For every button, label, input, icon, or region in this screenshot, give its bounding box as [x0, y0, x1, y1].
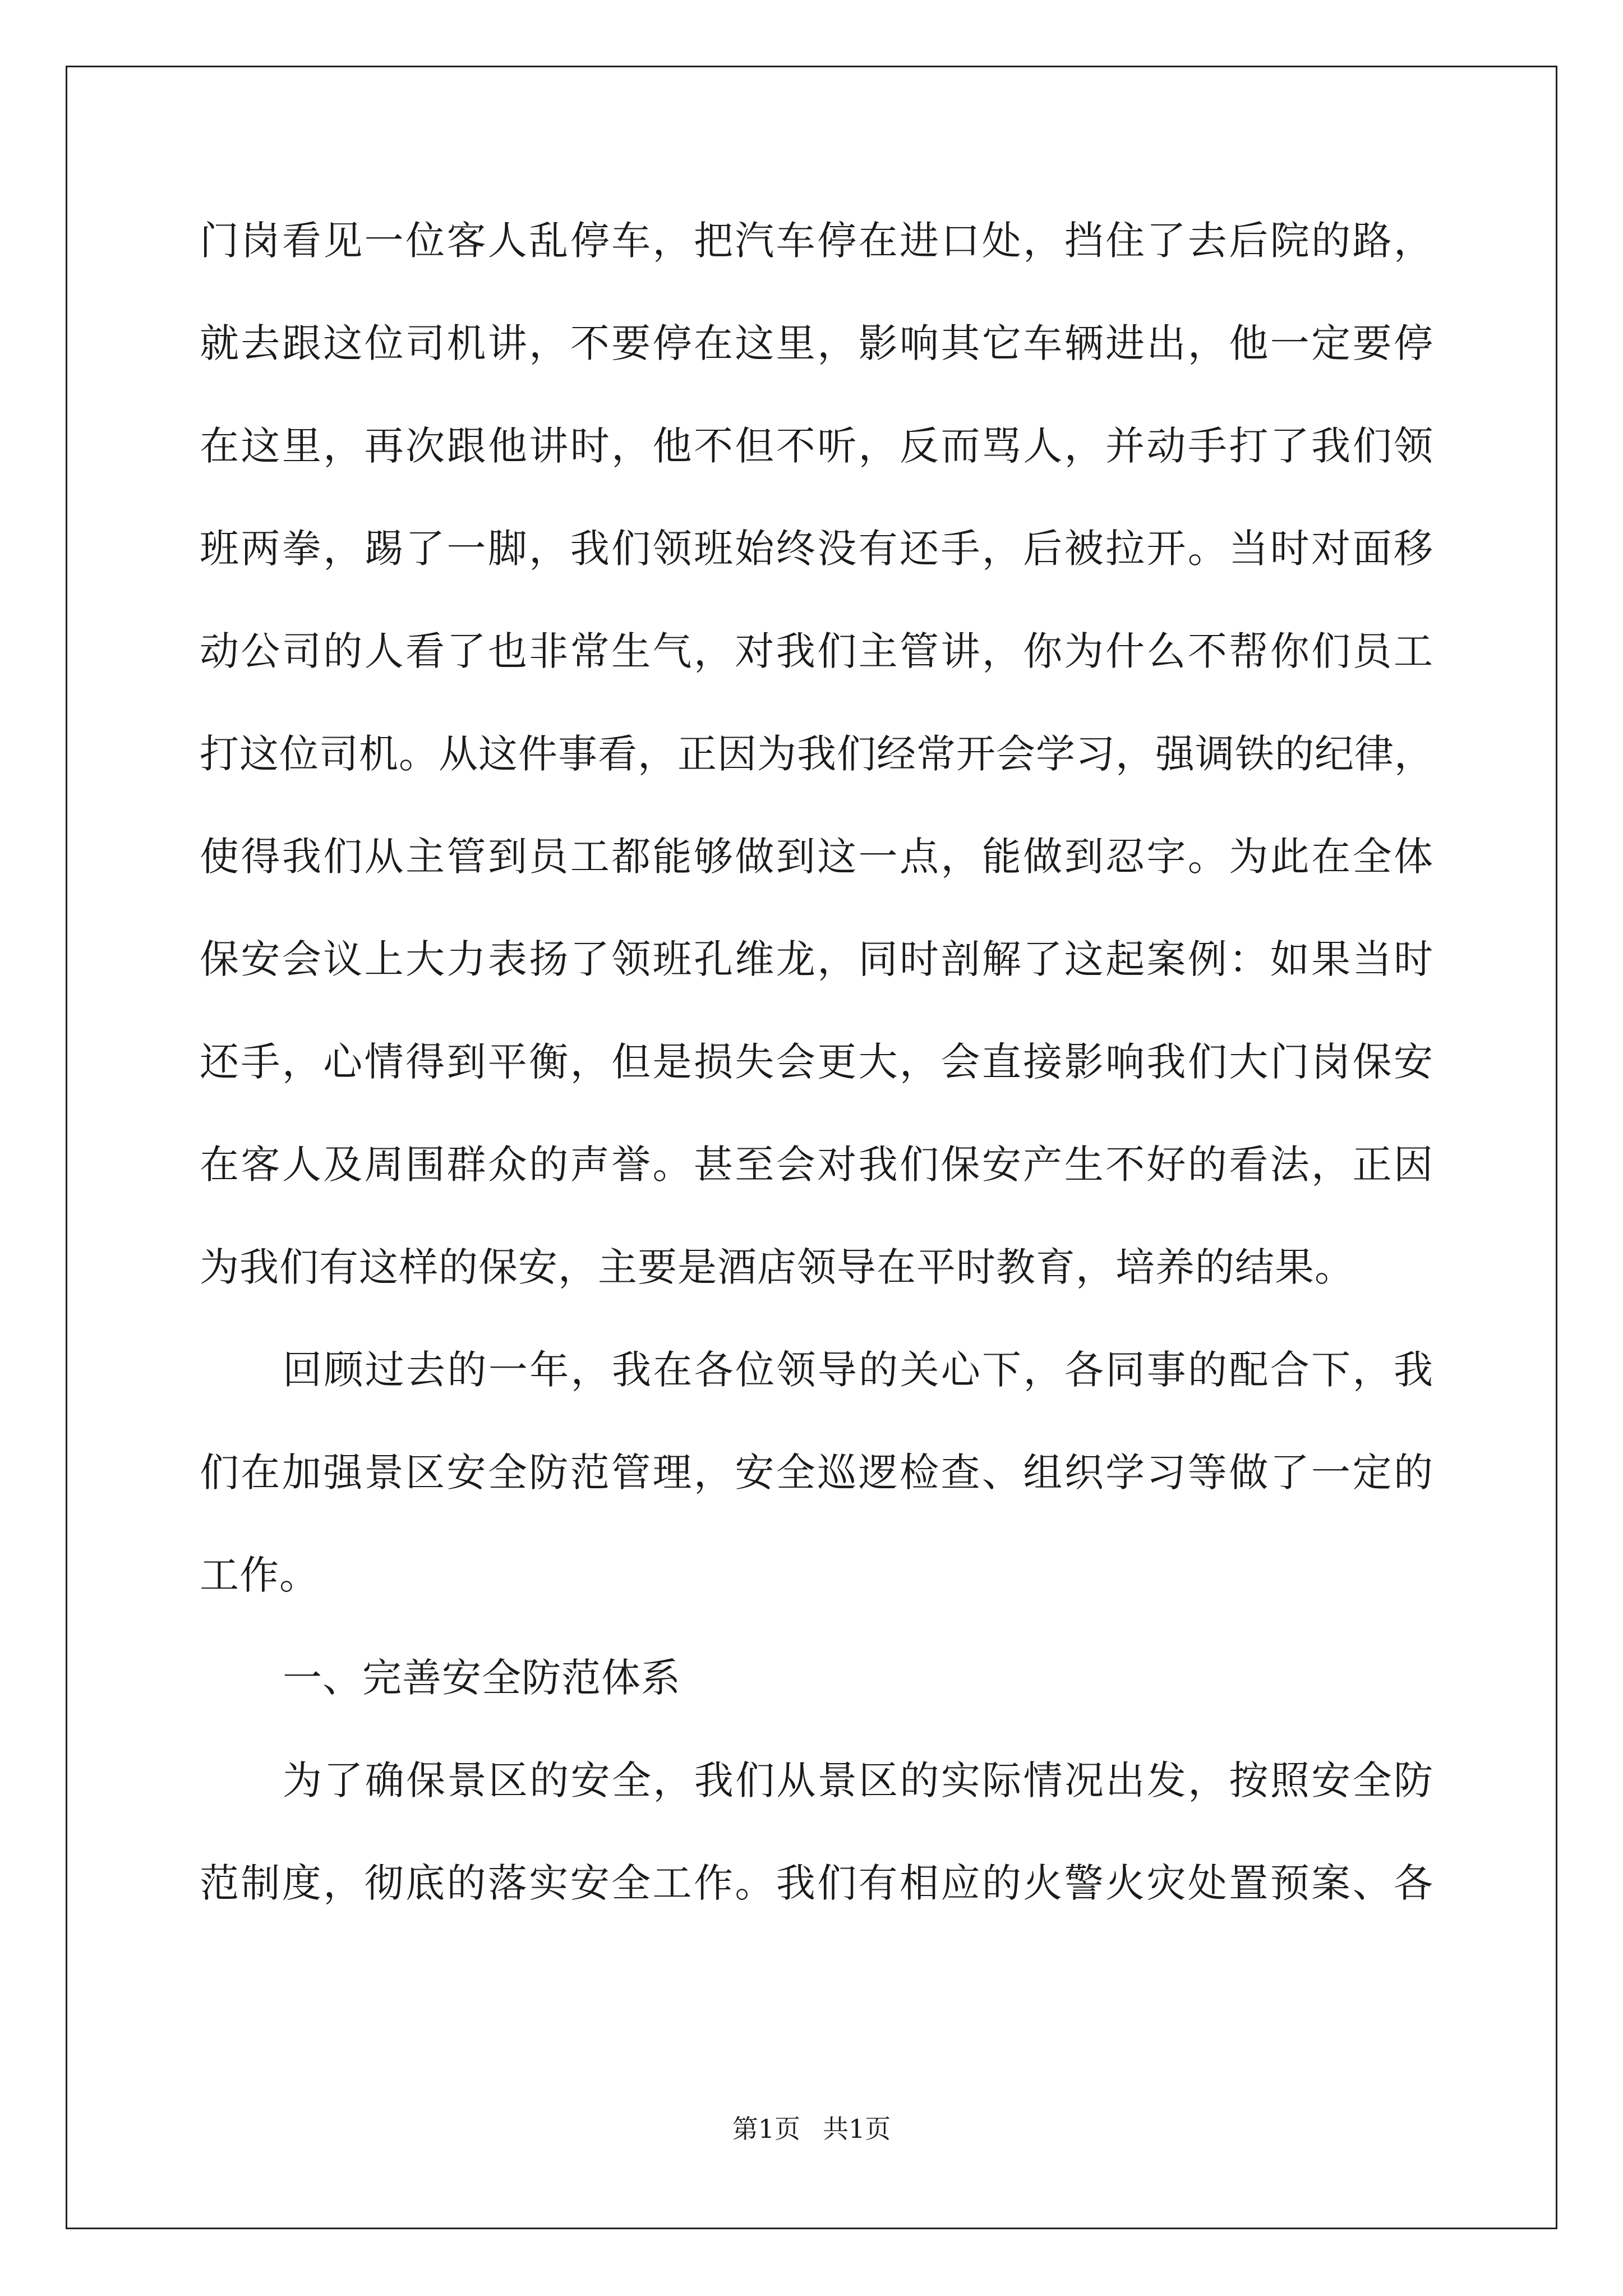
text-line: 在客人及周围群众的声誉。甚至会对我们保安产生不好的看法，正因	[200, 1142, 1433, 1188]
paragraph-first-line: 回顾过去的一年，我在各位领导的关心下，各同事的配合下，我	[283, 1347, 1433, 1393]
text-line: 范制度，彻底的落实安全工作。我们有相应的火警火灾处置预案、各	[200, 1860, 1433, 1906]
text-line: 使得我们从主管到员工都能够做到这一点，能做到忍字。为此在全体	[200, 834, 1433, 880]
text-line: 打这位司机。从这件事看，正因为我们经常开会学习，强调铁的纪律，	[200, 731, 1434, 777]
document-body	[200, 190, 1433, 1935]
page-total: 共1页	[823, 2114, 891, 2144]
text-line: 工作。	[200, 1552, 319, 1598]
text-line: 保安会议上大力表扬了领班孔维龙，同时剖解了这起案例：如果当时	[200, 936, 1433, 982]
text-line: 们在加强景区安全防范管理，安全巡逻检查、组织学习等做了一定的	[200, 1450, 1433, 1496]
page-number: 第1页	[732, 2114, 800, 2144]
paragraph-first-line: 为了确保景区的安全，我们从景区的实际情况出发，按照安全防	[283, 1757, 1433, 1803]
text-line: 门岗看见一位客人乱停车，把汽车停在进口处，挡住了去后院的路，	[200, 218, 1433, 264]
page-footer	[0, 2112, 1623, 2146]
text-line: 就去跟这位司机讲，不要停在这里，影响其它车辆进出，他一定要停	[200, 320, 1433, 366]
section-heading: 一、完善安全防范体系	[283, 1655, 681, 1701]
text-line: 班两拳，踢了一脚，我们领班始终没有还手，后被拉开。当时对面移	[200, 526, 1433, 572]
text-line: 还手，心情得到平衡，但是损失会更大，会直接影响我们大门岗保安	[200, 1039, 1433, 1085]
text-line: 在这里，再次跟他讲时，他不但不听，反而骂人，并动手打了我们领	[200, 423, 1433, 469]
text-line: 为我们有这样的保安，主要是酒店领导在平时教育，培养的结果。	[200, 1244, 1354, 1290]
text-line: 动公司的人看了也非常生气，对我们主管讲，你为什么不帮你们员工	[200, 628, 1433, 674]
